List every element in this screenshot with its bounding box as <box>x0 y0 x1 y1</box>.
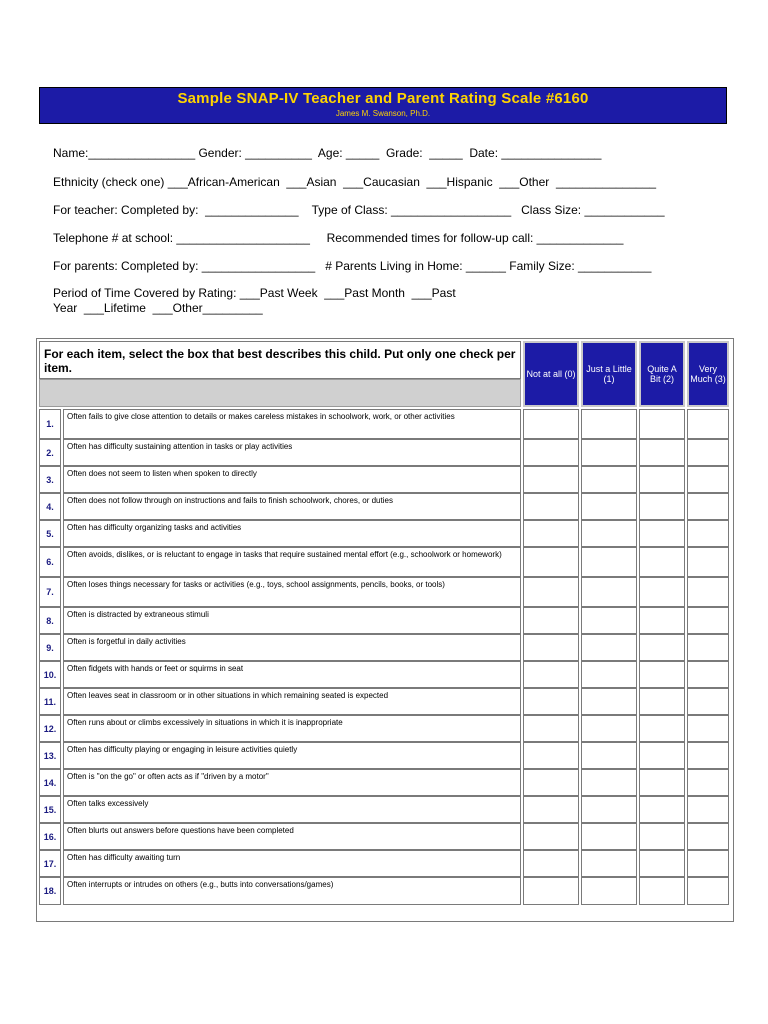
item-text: Often talks excessively <box>63 796 521 823</box>
rating-checkbox-col-just-a-little[interactable] <box>581 823 637 850</box>
item-number: 1. <box>39 409 61 439</box>
item-number: 16. <box>39 823 61 850</box>
rating-checkbox-col-not-at-all[interactable] <box>523 577 579 607</box>
col-not-at-all-header: Not at all (0) <box>523 341 579 407</box>
rating-checkbox-col-very-much[interactable] <box>687 796 729 823</box>
field-line-teacher[interactable]: For teacher: Completed by: ______________ Type of Class: __________________ Class Size: ____________ <box>53 203 665 217</box>
rating-checkbox-col-just-a-little[interactable] <box>581 688 637 715</box>
rating-checkbox-col-very-much[interactable] <box>687 439 729 466</box>
rating-checkbox-col-not-at-all[interactable] <box>523 520 579 547</box>
item-number: 6. <box>39 547 61 577</box>
rating-checkbox-col-not-at-all[interactable] <box>523 607 579 634</box>
item-text: Often blurts out answers before questions have been completed <box>63 823 521 850</box>
item-number: 5. <box>39 520 61 547</box>
item-number: 10. <box>39 661 61 688</box>
rating-checkbox-col-very-much[interactable] <box>687 577 729 607</box>
rating-checkbox-col-quite-a-bit[interactable] <box>639 661 685 688</box>
rating-checkbox-col-not-at-all[interactable] <box>523 409 579 439</box>
rating-checkbox-col-quite-a-bit[interactable] <box>639 769 685 796</box>
rating-checkbox-col-quite-a-bit[interactable] <box>639 409 685 439</box>
rating-checkbox-col-very-much[interactable] <box>687 607 729 634</box>
item-text: Often has difficulty playing or engaging in leisure activities quietly <box>63 742 521 769</box>
rating-checkbox-col-just-a-little[interactable] <box>581 742 637 769</box>
rating-checkbox-col-very-much[interactable] <box>687 715 729 742</box>
rating-checkbox-col-not-at-all[interactable] <box>523 688 579 715</box>
field-line-period-cont[interactable]: Year ___Lifetime ___Other_________ <box>53 301 263 315</box>
rating-table <box>36 338 734 922</box>
item-number: 13. <box>39 742 61 769</box>
rating-checkbox-col-not-at-all[interactable] <box>523 466 579 493</box>
rating-checkbox-col-just-a-little[interactable] <box>581 520 637 547</box>
rating-checkbox-col-not-at-all[interactable] <box>523 634 579 661</box>
rating-checkbox-col-not-at-all[interactable] <box>523 742 579 769</box>
rating-checkbox-col-quite-a-bit[interactable] <box>639 577 685 607</box>
item-number: 17. <box>39 850 61 877</box>
item-text: Often is distracted by extraneous stimuli <box>63 607 521 634</box>
rating-checkbox-col-very-much[interactable] <box>687 547 729 577</box>
title-banner <box>39 87 727 124</box>
item-text: Often avoids, dislikes, or is reluctant to engage in tasks that require sustained mental effort (e.g., schoolwork or homework) <box>63 547 521 577</box>
item-text: Often loses things necessary for tasks or activities (e.g., toys, school assignments, pencils, books, or tools) <box>63 577 521 607</box>
item-text: Often interrupts or intrudes on others (e.g., butts into conversations/games) <box>63 877 521 905</box>
item-number: 12. <box>39 715 61 742</box>
rating-checkbox-col-just-a-little[interactable] <box>581 877 637 905</box>
field-line-ethnicity[interactable]: Ethnicity (check one) ___African-American ___Asian ___Caucasian ___Hispanic ___Other _______________ <box>53 175 657 189</box>
rating-checkbox-col-not-at-all[interactable] <box>523 769 579 796</box>
item-text: Often has difficulty sustaining attention in tasks or play activities <box>63 439 521 466</box>
rating-checkbox-col-just-a-little[interactable] <box>581 409 637 439</box>
field-line-telephone[interactable]: Telephone # at school: ____________________ Recommended times for follow-up call: _____________ <box>53 231 624 245</box>
item-text: Often has difficulty awaiting turn <box>63 850 521 877</box>
rating-checkbox-col-quite-a-bit[interactable] <box>639 688 685 715</box>
field-line-period[interactable]: Period of Time Covered by Rating: ___Past Week ___Past Month ___Past <box>53 286 456 300</box>
rating-checkbox-col-very-much[interactable] <box>687 661 729 688</box>
item-text: Often runs about or climbs excessively in situations in which it is inappropriate <box>63 715 521 742</box>
rating-checkbox-col-not-at-all[interactable] <box>523 877 579 905</box>
form-author: James M. Swanson, Ph.D. <box>335 109 431 118</box>
rating-checkbox-col-very-much[interactable] <box>687 520 729 547</box>
rating-checkbox-col-very-much[interactable] <box>687 823 729 850</box>
item-number: 11. <box>39 688 61 715</box>
item-number: 4. <box>39 493 61 520</box>
rating-checkbox-col-just-a-little[interactable] <box>581 850 637 877</box>
item-number: 8. <box>39 607 61 634</box>
rating-checkbox-col-not-at-all[interactable] <box>523 715 579 742</box>
rating-checkbox-col-very-much[interactable] <box>687 688 729 715</box>
rating-checkbox-col-just-a-little[interactable] <box>581 769 637 796</box>
rating-checkbox-col-quite-a-bit[interactable] <box>639 850 685 877</box>
rating-checkbox-col-just-a-little[interactable] <box>581 715 637 742</box>
item-number: 9. <box>39 634 61 661</box>
rating-checkbox-col-very-much[interactable] <box>687 493 729 520</box>
rating-checkbox-col-very-much[interactable] <box>687 466 729 493</box>
rating-checkbox-col-quite-a-bit[interactable] <box>639 607 685 634</box>
instruction-text: For each item, select the box that best describes this child. Put only one check per item. <box>39 341 521 379</box>
rating-checkbox-col-quite-a-bit[interactable] <box>639 742 685 769</box>
item-number: 2. <box>39 439 61 466</box>
rating-checkbox-col-not-at-all[interactable] <box>523 439 579 466</box>
rating-checkbox-col-quite-a-bit[interactable] <box>639 439 685 466</box>
instruction-shaded-row <box>39 379 521 407</box>
rating-checkbox-col-just-a-little[interactable] <box>581 661 637 688</box>
rating-checkbox-col-quite-a-bit[interactable] <box>639 877 685 905</box>
item-text: Often is "on the go" or often acts as if "driven by a motor" <box>63 769 521 796</box>
rating-checkbox-col-quite-a-bit[interactable] <box>639 520 685 547</box>
item-text: Often does not seem to listen when spoken to directly <box>63 466 521 493</box>
col-just-a-little-header: Just a Little (1) <box>581 341 637 407</box>
rating-checkbox-col-quite-a-bit[interactable] <box>639 466 685 493</box>
rating-checkbox-col-not-at-all[interactable] <box>523 850 579 877</box>
item-number: 7. <box>39 577 61 607</box>
rating-checkbox-col-not-at-all[interactable] <box>523 493 579 520</box>
field-line-name[interactable]: Name:________________ Gender: __________ Age: _____ Grade: _____ Date: _______________ <box>53 146 602 160</box>
rating-checkbox-col-very-much[interactable] <box>687 742 729 769</box>
item-number: 15. <box>39 796 61 823</box>
rating-checkbox-col-quite-a-bit[interactable] <box>639 823 685 850</box>
rating-checkbox-col-just-a-little[interactable] <box>581 439 637 466</box>
rating-checkbox-col-very-much[interactable] <box>687 634 729 661</box>
rating-checkbox-col-not-at-all[interactable] <box>523 823 579 850</box>
rating-checkbox-col-just-a-little[interactable] <box>581 577 637 607</box>
rating-checkbox-col-very-much[interactable] <box>687 850 729 877</box>
col-quite-a-bit-header: Quite A Bit (2) <box>639 341 685 407</box>
item-text: Often has difficulty organizing tasks and activities <box>63 520 521 547</box>
item-text: Often fails to give close attention to details or makes careless mistakes in schoolwork, work, or other activities <box>63 409 521 439</box>
rating-checkbox-col-quite-a-bit[interactable] <box>639 715 685 742</box>
rating-checkbox-col-very-much[interactable] <box>687 409 729 439</box>
rating-checkbox-col-just-a-little[interactable] <box>581 547 637 577</box>
field-line-parents[interactable]: For parents: Completed by: _________________ # Parents Living in Home: ______ Family Size: ___________ <box>53 259 652 273</box>
item-text: Often is forgetful in daily activities <box>63 634 521 661</box>
rating-checkbox-col-just-a-little[interactable] <box>581 493 637 520</box>
rating-checkbox-col-just-a-little[interactable] <box>581 634 637 661</box>
item-number: 18. <box>39 877 61 905</box>
item-text: Often fidgets with hands or feet or squirms in seat <box>63 661 521 688</box>
rating-checkbox-col-not-at-all[interactable] <box>523 547 579 577</box>
rating-checkbox-col-quite-a-bit[interactable] <box>639 493 685 520</box>
rating-checkbox-col-very-much[interactable] <box>687 769 729 796</box>
item-text: Often leaves seat in classroom or in other situations in which remaining seated is expected <box>63 688 521 715</box>
col-very-much-header: Very Much (3) <box>687 341 729 407</box>
rating-checkbox-col-just-a-little[interactable] <box>581 466 637 493</box>
rating-checkbox-col-not-at-all[interactable] <box>523 661 579 688</box>
form-title: Sample SNAP-IV Teacher and Parent Rating Scale #6160 <box>177 90 589 107</box>
rating-checkbox-col-not-at-all[interactable] <box>523 796 579 823</box>
item-number: 3. <box>39 466 61 493</box>
item-number: 14. <box>39 769 61 796</box>
rating-checkbox-col-very-much[interactable] <box>687 877 729 905</box>
rating-checkbox-col-quite-a-bit[interactable] <box>639 547 685 577</box>
rating-checkbox-col-just-a-little[interactable] <box>581 607 637 634</box>
rating-checkbox-col-just-a-little[interactable] <box>581 796 637 823</box>
rating-checkbox-col-quite-a-bit[interactable] <box>639 634 685 661</box>
rating-checkbox-col-quite-a-bit[interactable] <box>639 796 685 823</box>
item-text: Often does not follow through on instructions and fails to finish schoolwork, chores, or duties <box>63 493 521 520</box>
